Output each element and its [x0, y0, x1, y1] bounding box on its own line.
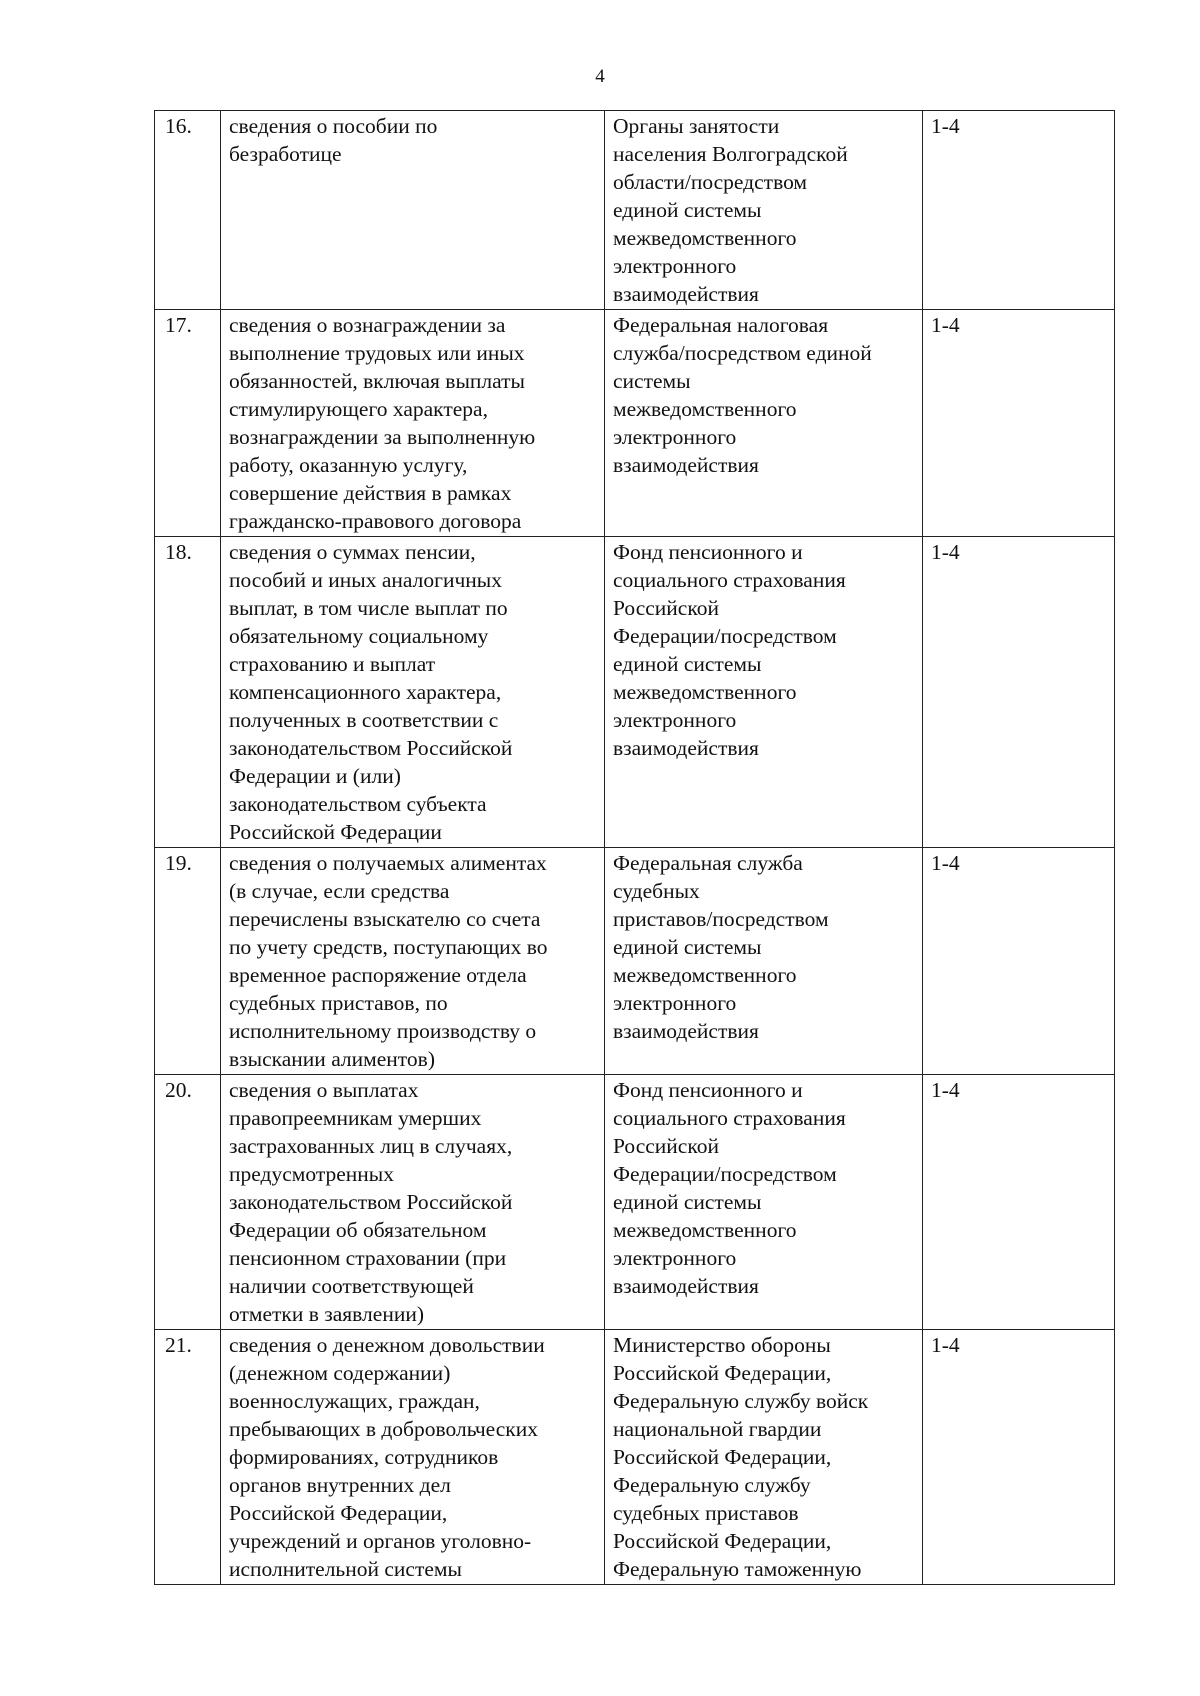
- cell-line: судебных приставов: [613, 1501, 799, 1525]
- cell-line: Органы занятости: [613, 114, 780, 138]
- cell-line: области/посредством: [613, 170, 808, 194]
- cell-line: обязанностей, включая выплаты: [229, 369, 525, 393]
- row-code: 1-4: [923, 310, 1115, 537]
- cell-line: Федерации об обязательном: [229, 1218, 487, 1242]
- row-description: [221, 1330, 605, 1585]
- row-number: 17.: [155, 310, 221, 537]
- cell-line: электронного: [613, 991, 737, 1015]
- cell-line: временное распоряжение отдела: [229, 963, 527, 987]
- cell-line: пенсионном страховании (при: [229, 1246, 507, 1270]
- row-number: 16.: [155, 111, 221, 310]
- cell-line: полученных в соответствии с: [229, 708, 499, 732]
- row-source: [605, 1330, 923, 1585]
- cell-line: гражданско-правового договора: [229, 509, 522, 533]
- cell-line: Федерации/посредством: [613, 624, 837, 648]
- cell-line: сведения о вознаграждении за: [229, 313, 506, 337]
- cell-line: межведомственного: [613, 680, 797, 704]
- cell-line: правопреемникам умерших: [229, 1106, 482, 1130]
- row-code: 1-4: [923, 848, 1115, 1075]
- table-row: [155, 848, 1115, 1075]
- cell-line: взыскании алиментов): [229, 1047, 435, 1071]
- cell-line: по учету средств, поступающих во: [229, 935, 548, 959]
- cell-line: взаимодействия: [613, 282, 759, 306]
- cell-line: исполнительному производству о: [229, 1019, 537, 1043]
- cell-line: выполнение трудовых или иных: [229, 341, 525, 365]
- cell-line: социального страхования: [613, 568, 846, 592]
- cell-line: национальной гвардии: [613, 1417, 822, 1441]
- row-source: [605, 310, 923, 537]
- row-description: [221, 848, 605, 1075]
- cell-line: Федеральную службу войск: [613, 1389, 869, 1413]
- cell-line: электронного: [613, 1246, 737, 1270]
- cell-line: Федеральная служба: [613, 851, 803, 875]
- cell-line: межведомственного: [613, 397, 797, 421]
- cell-line: социального страхования: [613, 1106, 846, 1130]
- cell-line: Российской: [613, 1134, 719, 1158]
- cell-line: единой системы: [613, 198, 762, 222]
- cell-line: учреждений и органов уголовно-: [229, 1529, 532, 1553]
- cell-line: пособий и иных аналогичных: [229, 568, 502, 592]
- table-body: [155, 111, 1115, 1585]
- row-source: [605, 1075, 923, 1330]
- cell-line: судебных: [613, 879, 700, 903]
- cell-line: единой системы: [613, 935, 762, 959]
- cell-line: законодательством Российской: [229, 736, 513, 760]
- cell-line: взаимодействия: [613, 453, 759, 477]
- row-code: 1-4: [923, 111, 1115, 310]
- row-description: [221, 1075, 605, 1330]
- cell-line: безработице: [229, 142, 342, 166]
- cell-line: формированиях, сотрудников: [229, 1445, 499, 1469]
- row-number: 20.: [155, 1075, 221, 1330]
- cell-line: межведомственного: [613, 1218, 797, 1242]
- cell-line: вознаграждении за выполненную: [229, 425, 536, 449]
- cell-line: Федерации/посредством: [613, 1162, 837, 1186]
- cell-line: сведения о пособии по: [229, 114, 438, 138]
- cell-line: населения Волгоградской: [613, 142, 848, 166]
- cell-line: Федеральная налоговая: [613, 313, 829, 337]
- cell-line: военнослужащих, граждан,: [229, 1389, 480, 1413]
- cell-line: взаимодействия: [613, 1019, 759, 1043]
- cell-line: сведения о денежном довольствии: [229, 1333, 545, 1357]
- cell-line: Федеральную службу: [613, 1473, 811, 1497]
- data-table: [154, 110, 1115, 1585]
- cell-line: межведомственного: [613, 226, 797, 250]
- cell-line: сведения о получаемых алиментах: [229, 851, 547, 875]
- cell-line: приставов/посредством: [613, 907, 829, 931]
- cell-line: Российской Федерации,: [613, 1361, 832, 1385]
- cell-line: Фонд пенсионного и: [613, 1078, 803, 1102]
- table-row: [155, 111, 1115, 310]
- row-source: [605, 537, 923, 848]
- cell-line: судебных приставов, по: [229, 991, 448, 1015]
- table-row: [155, 310, 1115, 537]
- cell-line: взаимодействия: [613, 1274, 759, 1298]
- cell-line: единой системы: [613, 1190, 762, 1214]
- cell-line: выплат, в том числе выплат по: [229, 596, 508, 620]
- table-row: [155, 1075, 1115, 1330]
- cell-line: отметки в заявлении): [229, 1302, 425, 1326]
- cell-line: межведомственного: [613, 963, 797, 987]
- table-row: [155, 537, 1115, 848]
- cell-line: единой системы: [613, 652, 762, 676]
- cell-line: Фонд пенсионного и: [613, 540, 803, 564]
- cell-line: компенсационного характера,: [229, 680, 502, 704]
- cell-line: Федерации и (или): [229, 764, 401, 788]
- cell-line: обязательному социальному: [229, 624, 489, 648]
- row-number: 18.: [155, 537, 221, 848]
- cell-line: Федеральную таможенную: [613, 1557, 862, 1581]
- row-code: 1-4: [923, 537, 1115, 848]
- cell-line: электронного: [613, 425, 737, 449]
- cell-line: сведения о выплатах: [229, 1078, 419, 1102]
- cell-line: совершение действия в рамках: [229, 481, 512, 505]
- cell-line: органов внутренних дел: [229, 1473, 451, 1497]
- cell-line: стимулирующего характера,: [229, 397, 488, 421]
- cell-line: страхованию и выплат: [229, 652, 436, 676]
- cell-line: электронного: [613, 254, 737, 278]
- row-number: 21.: [155, 1330, 221, 1585]
- cell-line: Министерство обороны: [613, 1333, 831, 1357]
- cell-line: (денежном содержании): [229, 1361, 451, 1385]
- cell-line: Российской Федерации,: [613, 1445, 832, 1469]
- row-code: 1-4: [923, 1330, 1115, 1585]
- cell-line: наличии соответствующей: [229, 1274, 474, 1298]
- row-description: [221, 537, 605, 848]
- cell-line: Российской Федерации,: [613, 1529, 832, 1553]
- table-row: [155, 1330, 1115, 1585]
- cell-line: Российской Федерации: [229, 820, 442, 844]
- cell-line: предусмотренных: [229, 1162, 394, 1186]
- row-source: [605, 848, 923, 1075]
- row-description: [221, 111, 605, 310]
- cell-line: служба/посредством единой: [613, 341, 872, 365]
- row-description: [221, 310, 605, 537]
- cell-line: перечислены взыскателю со счета: [229, 907, 541, 931]
- row-number: 19.: [155, 848, 221, 1075]
- cell-line: застрахованных лиц в случаях,: [229, 1134, 513, 1158]
- cell-line: электронного: [613, 708, 737, 732]
- cell-line: работу, оказанную услугу,: [229, 453, 468, 477]
- cell-line: Российской Федерации,: [229, 1501, 448, 1525]
- cell-line: Российской: [613, 596, 719, 620]
- cell-line: законодательством субъекта: [229, 792, 487, 816]
- cell-line: (в случае, если средства: [229, 879, 450, 903]
- row-code: 1-4: [923, 1075, 1115, 1330]
- cell-line: системы: [613, 369, 691, 393]
- cell-line: законодательством Российской: [229, 1190, 513, 1214]
- row-source: [605, 111, 923, 310]
- cell-line: пребывающих в добровольческих: [229, 1417, 538, 1441]
- cell-line: взаимодействия: [613, 736, 759, 760]
- cell-line: сведения о суммах пенсии,: [229, 540, 476, 564]
- cell-line: исполнительной системы: [229, 1557, 462, 1581]
- page-number: 4: [595, 66, 605, 87]
